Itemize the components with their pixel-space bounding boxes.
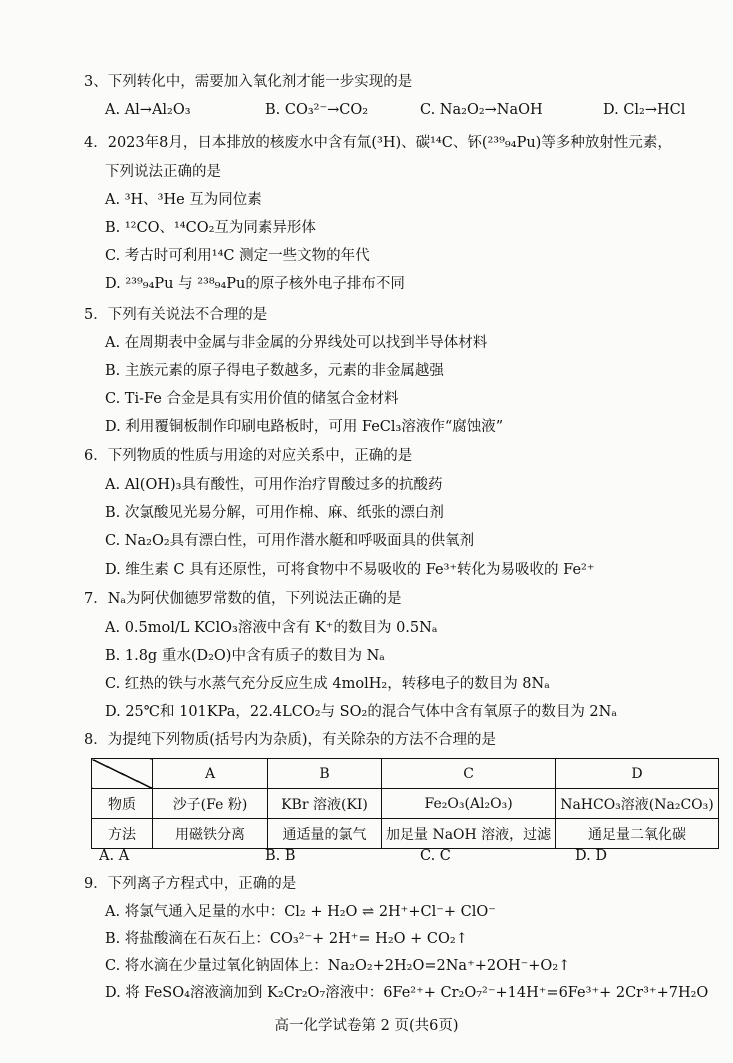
table-header-b: B <box>268 759 382 789</box>
question-4-option-d: D. ²³⁹₉₄Pu 与 ²³⁸₉₄Pu的原子核外电子排布不同 <box>105 276 405 292</box>
question-6-option-c: C. Na₂O₂具有漂白性，可用作潜水艇和呼吸面具的供氧剂 <box>105 533 475 549</box>
question-8-stem: 8．为提纯下列物质(括号内为杂质)，有关除杂的方法不合理的是 <box>84 732 497 748</box>
question-9-option-c: C. 将水滴在少量过氧化钠固体上：Na₂O₂+2H₂O=2Na⁺+2OH⁻+O₂↑ <box>105 958 571 974</box>
question-5-option-c: C. Ti-Fe 合金是具有实用价值的储氢合金材料 <box>105 391 399 407</box>
table-cell: 通足量二氧化碳 <box>556 819 719 849</box>
question-6-option-b: B. 次氯酸见光易分解，可用作棉、麻、纸张的漂白剂 <box>105 505 444 521</box>
question-6-option-a: A. Al(OH)₃具有酸性，可用作治疗胃酸过多的抗酸药 <box>105 477 443 493</box>
page-footer: 高一化学试卷第 2 页(共6页) <box>274 1018 459 1034</box>
question-4-option-c: C. 考古时可利用¹⁴C 测定一些文物的年代 <box>105 248 370 264</box>
question-9-option-d: D. 将 FeSO₄溶液滴加到 K₂Cr₂O₇溶液中：6Fe²⁺+ Cr₂O₇²⁻+14H⁺=6Fe³⁺+ 2Cr³⁺+7H₂O <box>105 985 709 1001</box>
question-7-option-d: D. 25℃和 101KPa，22.4LCO₂与 SO₂的混合气体中含有氧原子的数目为 2Nₐ <box>105 704 617 720</box>
question-5-option-b: B. 主族元素的原子得电子数越多，元素的非金属越强 <box>105 363 444 379</box>
table-row <box>92 819 719 849</box>
table-row-label-substance: 物质 <box>92 789 153 819</box>
question-8-option-d: D. D <box>575 848 607 864</box>
table-header-row <box>92 759 719 789</box>
table-cell: NaHCO₃溶液(Na₂CO₃) <box>556 789 719 819</box>
table-row-label-method: 方法 <box>92 819 153 849</box>
table-cell: KBr 溶液(KI) <box>268 789 382 819</box>
question-5-option-d: D. 利用覆铜板制作印刷电路板时，可用 FeCl₃溶液作“腐蚀液” <box>105 419 504 435</box>
question-4-option-a: A. ³H、³He 互为同位素 <box>105 192 262 208</box>
question-5-stem: 5．下列有关说法不合理的是 <box>84 307 268 323</box>
table-cell: 用磁铁分离 <box>153 819 268 849</box>
table-header-c: C <box>382 759 556 789</box>
question-9-option-b: B. 将盐酸滴在石灰石上：CO₃²⁻+ 2H⁺= H₂O + CO₂↑ <box>105 931 468 947</box>
question-9-stem: 9．下列离子方程式中，正确的是 <box>84 876 297 892</box>
question-6-stem: 6．下列物质的性质与用途的对应关系中，正确的是 <box>84 448 413 464</box>
impurity-removal-table <box>91 758 719 849</box>
question-9-option-a: A. 将氯气通入足量的水中：Cl₂ + H₂O ⇌ 2H⁺+Cl⁻+ ClO⁻ <box>105 904 496 920</box>
question-7-option-c: C. 红热的铁与水蒸气充分反应生成 4molH₂，转移电子的数目为 8Nₐ <box>105 676 550 692</box>
table-header-a: A <box>153 759 268 789</box>
question-5-option-a: A. 在周期表中金属与非金属的分界线处可以找到半导体材料 <box>105 335 488 351</box>
question-6-option-d: D. 维生素 C 具有还原性，可将食物中不易吸收的 Fe³⁺转化为易吸收的 Fe²⁺ <box>105 562 595 578</box>
question-3-option-d: D. Cl₂→HCl <box>603 102 686 118</box>
table-cell: 加足量 NaOH 溶液，过滤 <box>382 819 556 849</box>
table-corner-cell <box>92 759 153 789</box>
question-3-stem: 3、下列转化中，需要加入氧化剂才能一步实现的是 <box>84 74 413 90</box>
question-7-stem: 7．Nₐ为阿伏伽德罗常数的值，下列说法正确的是 <box>84 591 402 607</box>
question-8-option-b: B. B <box>265 848 296 864</box>
question-4-stem-continued: 下列说法正确的是 <box>105 164 221 180</box>
table-cell: Fe₂O₃(Al₂O₃) <box>382 789 556 819</box>
table-row <box>92 789 719 819</box>
question-8-option-a: A. A <box>99 848 130 864</box>
question-4-option-b: B. ¹²CO、¹⁴CO₂互为同素异形体 <box>105 220 316 236</box>
question-8-option-c: C. C <box>420 848 451 864</box>
question-4-stem: 4．2023年8月，日本排放的核废水中含有氚(³H)、碳¹⁴C、钚(²³⁹₉₄Pu)等多种放射性元素， <box>84 135 672 151</box>
question-3-option-a: A. Al→Al₂O₃ <box>105 102 191 118</box>
question-3-option-b: B. CO₃²⁻→CO₂ <box>265 102 369 118</box>
table-cell: 通适量的氯气 <box>268 819 382 849</box>
table-header-d: D <box>556 759 719 789</box>
question-7-option-a: A. 0.5mol/L KClO₃溶液中含有 K⁺的数目为 0.5Nₐ <box>105 620 438 636</box>
question-3-option-c: C. Na₂O₂→NaOH <box>420 102 543 118</box>
table-cell: 沙子(Fe 粉) <box>153 789 268 819</box>
question-7-option-b: B. 1.8g 重水(D₂O)中含有质子的数目为 Nₐ <box>105 648 385 664</box>
